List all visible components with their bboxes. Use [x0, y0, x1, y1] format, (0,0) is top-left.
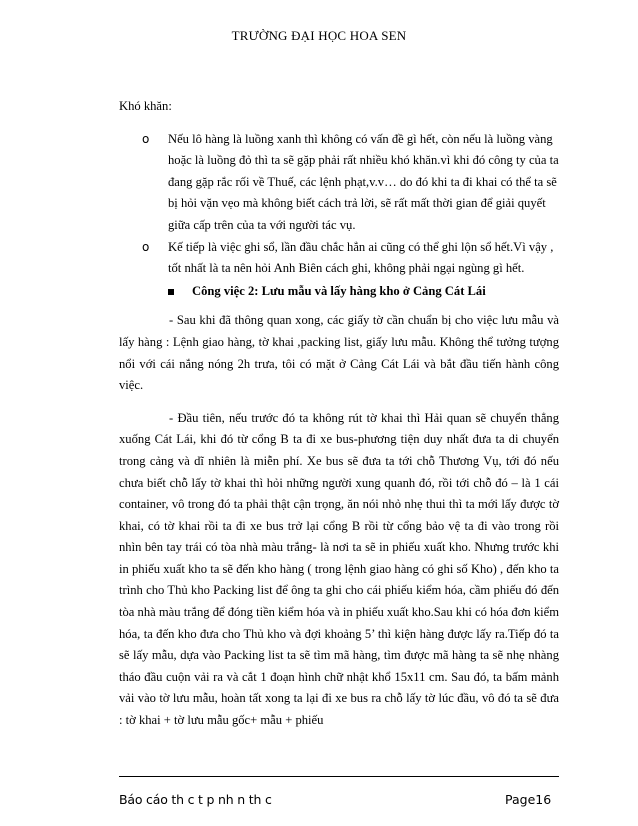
- bullet-circle-icon: o: [142, 131, 150, 146]
- list-item-text: Nếu lô hàng là luồng xanh thì không có vấn đề gì hết, còn nếu là luồng vàng hoặc là luồng đỏ thì ta sẽ gặp phải rất nhiều khó khăn.vì khi đó công ty của ta đang gặp rắc rối về Thuế, các lệnh phạt,v.v… do đó khi ta đi khai có thể ta sẽ bị hỏi vặn vẹo mà không biết cách trả lời, sẽ rất mất thời gian để giải quyết giữa cấp trên của ta với người tác vụ.: [168, 131, 559, 232]
- task-heading: [119, 281, 559, 303]
- difficulties-list: [119, 129, 559, 280]
- list-item: [142, 129, 559, 237]
- page-header: TRƯỜNG ĐẠI HỌC HOA SEN: [231, 28, 407, 43]
- square-bullet-icon: [168, 289, 174, 295]
- list-item-text: Kế tiếp là việc ghi sổ, lần đầu chắc hẳn ai cũng có thể ghi lộn sổ hết.Vì vậy , tốt nhất là ta nên hỏi Anh Biên cách ghi, không phải ngại ngùng gì hết.: [168, 239, 554, 276]
- paragraph: - Đầu tiên, nếu trước đó ta không rút tờ khai thì Hải quan sẽ chuyển thẳng xuống Cát Lái, khi đó từ cổng B ta đi xe bus-phương tiện duy nhất đưa ta di chuyển trong cảng và dĩ nhiên là miễn phí. Xe bus sẽ đưa ta tới chỗ Thương Vụ, tới đó nếu chưa biết chỗ lấy tờ khai thì hỏi những người xung quanh đó, rồi tới chỗ đó – là 1 cái container, vô trong đó ta phải thật cận trọng, ăn nói nhỏ nhẹ thui thì ta mới lấy được tờ khai, có tờ khai rồi ta đi xe bus trở lại cổng B rồi từ cổng bảo vệ ta đi vào trong rồi nhìn bên tay trái có tòa nhà màu trắng- là nơi ta sẽ in phiếu xuất kho. Nhưng trước khi in phiếu xuất kho ta sẽ đến kho hàng ( trong lệnh giao hàng có ghi số Kho) , đến kho ta trình cho Thủ kho Packing list để ông ta ghi cho cái phiếu kiểm hóa, cầm phiếu đó đến tòa nhà màu trắng để đóng tiền kiểm hóa và in phiếu xuất kho.Sau khi có hóa đơn kiểm hóa, ta đến kho đưa cho Thủ kho và đợi khoảng 5’ thì kiện hàng được lấy ra.Tiếp đó ta sẽ lấy mẫu, dựa vào Packing list ta sẽ tìm mã hàng, tìm được mã hàng ta sẽ nhẹ nhàng tháo đầu cuộn vải ra và cắt 1 đoạn hình chữ nhật khổ 15x11 cm. Sau đó, ta bấm mảnh vải vào tờ lưu mẫu, hoàn tất xong ta lại đi xe bus ra chỗ lấy tờ lúc đầu, vô đó ta sẽ đưa : tờ khai + tờ lưu mẫu gốc+ mẫu + phiếu: [119, 410, 559, 728]
- footer-divider: [119, 776, 559, 777]
- task-heading-text: Công việc 2: Lưu mẫu và lấy hàng kho ở Cảng Cát Lái: [192, 283, 486, 298]
- list-item: [142, 237, 559, 280]
- paragraph: - Sau khi đã thông quan xong, các giấy tờ cần chuẩn bị cho việc lưu mẫu và lấy hàng : Lệnh giao hàng, tờ khai ,packing list, giấy lưu mẫu. Không thể tưởng tượng nổi với cái nắng nóng 2h trưa, tôi có mặt ở Cảng Cát Lái và bắt đầu tiến hành công việc.: [119, 313, 559, 393]
- page-number: Page16: [505, 792, 552, 807]
- page-content: [119, 96, 559, 743]
- bullet-circle-icon: o: [142, 239, 150, 254]
- footer-report-title: Báo cáo th c t p nh n th c: [119, 792, 272, 807]
- difficulties-heading: Khó khăn:: [119, 99, 172, 113]
